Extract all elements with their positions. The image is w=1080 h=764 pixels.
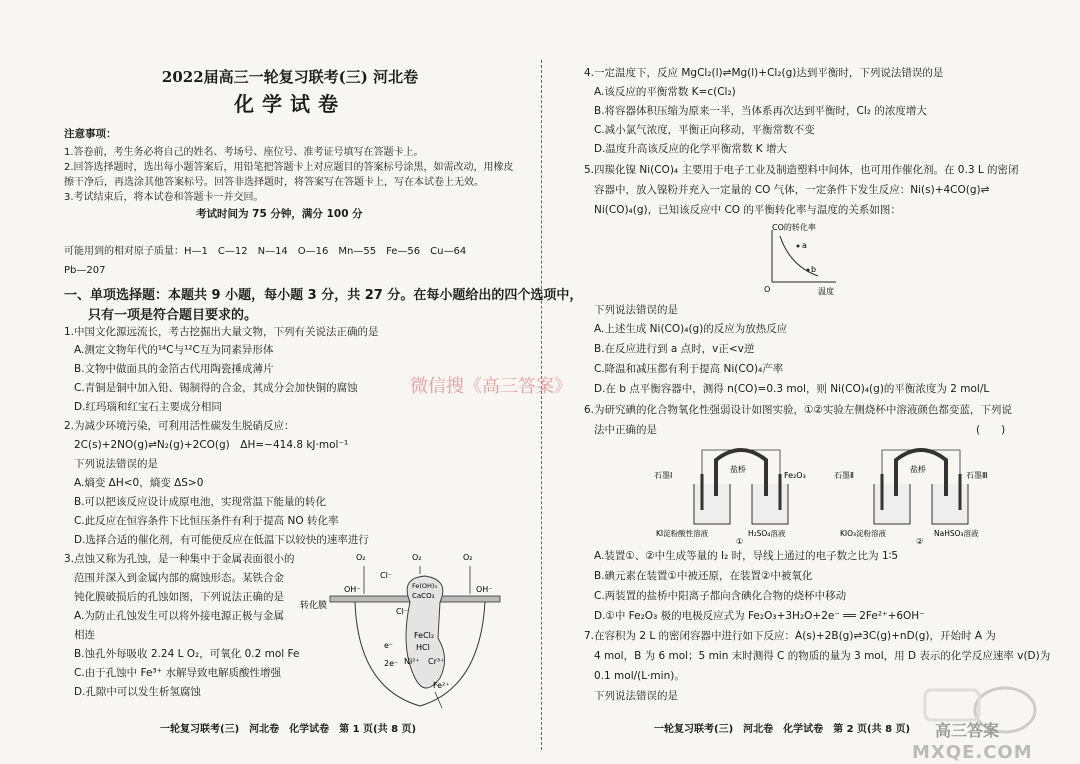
- q2-option-d: D.选择合适的催化剂，有可能使反应在低温下以较快的速率进行: [74, 534, 369, 546]
- exam-subtitle: 化学试卷: [234, 92, 346, 116]
- question-5-line2: 容器中，放入镍粉并充入一定量的 CO 气体，一定条件下发生反应：Ni(s)+4CO(g)⇌: [594, 184, 990, 196]
- fig6-label-saltbridge1: 盐桥: [730, 465, 746, 474]
- q2-option-a: A.熵变 ΔH<0，熵变 ΔS>0: [74, 477, 204, 489]
- q3-option-a-cont: 相连: [74, 629, 95, 641]
- cell2-beaker-right: [932, 484, 968, 524]
- fig3-label-hcl: HCl: [416, 643, 430, 652]
- footer-right: 一轮复习联考(三) 河北卷 化学试卷 第 2 页(共 8 页): [654, 724, 911, 735]
- watermark-text: 微信搜《高三答案》: [410, 376, 572, 397]
- cell2-beaker-left: [874, 484, 910, 524]
- q4-option-b: B.将容器体积压缩为原来一半，当体系再次达到平衡时，Cl₂ 的浓度增大: [594, 105, 927, 117]
- question-5-line3: Ni(CO)₄(g)，已知该反应中 CO 的平衡转化率与温度的关系如图：: [594, 204, 901, 216]
- question-7-line1: 7.在容积为 2 L 的密闭容器中进行如下反应：A(s)+2B(g)⇌3C(g)+nD(g)，开始时 A 为: [584, 630, 996, 642]
- question-2: 2.为减少环境污染，可利用活性碳发生脱硝反应：: [64, 420, 295, 432]
- q3-option-b: B.蚀孔外每吸收 2.24 L O₂，可氧化 0.2 mol Fe: [74, 648, 300, 660]
- q1-option-c: C.青铜是铜中加入铅、锡制得的合金，其成分会加快铜的腐蚀: [74, 382, 358, 394]
- fig6-label-cell1: ①: [736, 537, 744, 544]
- notice-1: 1.答卷前，考生务必将自己的姓名、考场号、座位号、准考证号填写在答题卡上。: [64, 147, 424, 158]
- fig6-label-saltbridge2: 盐桥: [910, 465, 926, 474]
- question-5-line1: 5.四羰化镍 Ni(CO)₄ 主要用于电子工业及制造塑料中间体，也可用作催化剂。在 0.3 L 的密闭: [584, 164, 1019, 176]
- fig3-label-o2-3: O₂: [463, 553, 473, 562]
- fig3-label-o2-2: O₂: [412, 553, 422, 562]
- cell1-beaker-left: [694, 484, 730, 524]
- q3-option-a: A.为防止孔蚀发生可以将外接电源正极与金属: [74, 610, 284, 622]
- q5-option-a: A.上述生成 Ni(CO)₄(g)的反应为放热反应: [594, 323, 788, 335]
- fig3-label-fe2: Fe²⁺: [433, 681, 450, 690]
- fig3-label-fecl2: FeCl₂: [414, 631, 435, 640]
- cell-2: [834, 450, 988, 544]
- fig3-label-ni: Ni²⁺: [404, 657, 420, 666]
- q1-option-d: D.红玛瑙和红宝石主要成分相同: [74, 401, 222, 413]
- q6-answer-paren: ( ): [976, 424, 1006, 436]
- question-7-line3: 0.1 mol/(L·min)。: [594, 670, 685, 682]
- fig3-label-2e: 2e⁻: [384, 659, 399, 668]
- q1-option-a: A.测定文物年代的¹⁴C与¹²C互为同素异形体: [74, 344, 274, 356]
- exam-title: 2022届高三一轮复习联考(三) 河北卷: [161, 68, 419, 86]
- q2-stem: 下列说法错误的是: [74, 458, 158, 470]
- notice-3: 3.考试结束后，将本试卷和答题卡一并交回。: [64, 192, 264, 203]
- q6-option-d: D.①中 Fe₂O₃ 极的电极反应式为 Fe₂O₃+3H₂O+2e⁻ ══ 2Fe²⁺+6OH⁻: [594, 610, 925, 622]
- q3-option-c: C.由于孔蚀中 Fe³⁺ 水解导致电解质酸性增强: [74, 667, 282, 679]
- fig3-label-feoh3: Fe(OH)₃: [412, 582, 438, 590]
- notice-title: 注意事项：: [64, 128, 117, 140]
- fig3-label-cr: Cr³⁺: [428, 657, 445, 666]
- fig3-label-oh-1: OH⁻: [344, 585, 361, 594]
- atomic-mass-line2: Pb—207: [64, 265, 106, 276]
- question-7-line2: 4 mol，B 为 6 mol；5 min 末时测得 C 的物质的量为 3 mol，用 D 表示的化学反应速率 v(D)为: [594, 650, 1051, 662]
- question-6-line2: 法中正确的是: [594, 424, 657, 436]
- fig6-label-kio3: KIO₃淀粉溶液: [840, 529, 887, 538]
- fig6-label-nahso3: NaHSO₃溶液: [934, 529, 979, 538]
- q5-option-c: C.降温和减压都有利于提高 Ni(CO)₄产率: [594, 363, 784, 375]
- fig5-label-b: b: [811, 265, 817, 274]
- right-page: [548, 0, 1080, 764]
- notice-2b: 擦干净后，再选涂其他答案标号。回答非选择题时，将答案写在答题卡上，写在本试卷上无效。: [64, 177, 484, 188]
- question-1: 1.中国文化源远流长，考古挖掘出大量文物，下列有关说法正确的是: [64, 326, 379, 338]
- section-heading: 一、单项选择题：本题共 9 小题，每小题 3 分，共 27 分。在每小题给出的四个选项中，: [64, 288, 583, 303]
- fig3-label-cl-1: Cl⁻: [380, 571, 393, 580]
- stamp-box: [925, 690, 979, 720]
- notice-2: 2.回答选择题时，选出每小题答案后，用铅笔把答题卡上对应题目的答案标号涂黑，如需改动，用橡皮: [64, 162, 514, 173]
- q4-option-d: D.温度升高该反应的化学平衡常数 K 增大: [594, 143, 787, 155]
- q5-option-d: D.在 b 点平衡容器中，测得 n(CO)=0.3 mol，则 Ni(CO)₄(g)的平衡浓度为 2 mol/L: [594, 383, 990, 395]
- fig6-label-graphite3: 石墨Ⅲ: [966, 471, 988, 480]
- fig6-label-ki-solution: KI淀粉酸性溶液: [656, 529, 709, 538]
- stamp-text: 高三答案: [935, 721, 1000, 740]
- fig5-ylabel: CO的转化率: [772, 223, 816, 232]
- fig5-origin: O: [764, 285, 771, 294]
- fig5-point-a: [797, 245, 800, 248]
- co-conversion-figure: [756, 222, 876, 298]
- q3-option-d: D.孔隙中可以发生析氢腐蚀: [74, 686, 201, 698]
- pitting-corrosion-figure: [300, 548, 505, 713]
- q4-option-c: C.减小氯气浓度，平衡正向移动，平衡常数不变: [594, 124, 815, 136]
- atomic-mass-line1: 可能用到的相对原子质量：H—1 C—12 N—14 O—16 Mn—55 Fe—56 Cu—64: [64, 246, 467, 257]
- fig3-label-film: 转化膜: [300, 601, 328, 611]
- question-3-line2: 范围并深入到金属内部的腐蚀形态。某铁合金: [74, 572, 284, 584]
- fig5-point-b: [807, 269, 810, 272]
- fig6-label-fe2o3: Fe₂O₃: [784, 471, 806, 480]
- q6-option-a: A.装置①、②中生成等量的 I₂ 时，导线上通过的电子数之比为 1∶5: [594, 550, 899, 562]
- section-heading-2: 只有一项是符合题目要求的。: [88, 308, 258, 323]
- q2-option-b: B.可以把该反应设计成原电池，实现常温下能量的转化: [74, 496, 327, 508]
- cell1-beaker-right: [752, 484, 788, 524]
- fig5-label-a: a: [802, 241, 807, 250]
- q5-stem: 下列说法错误的是: [594, 304, 678, 316]
- fig6-label-cell2: ②: [916, 537, 924, 544]
- fig5-xlabel: 温度: [818, 287, 834, 296]
- q7-stem: 下列说法错误的是: [594, 690, 678, 702]
- fig6-label-h2so4: H₂SO₄溶液: [748, 529, 786, 538]
- fig3-label-e: e⁻: [384, 641, 394, 650]
- q6-option-c: C.两装置的盐桥中阳离子都向含碘化合物的烧杯中移动: [594, 590, 847, 602]
- question-4: 4.一定温度下，反应 MgCl₂(l)⇌Mg(l)+Cl₂(g)达到平衡时，下列说法错误的是: [584, 67, 944, 79]
- exam-time: 考试时间为 75 分钟，满分 100 分: [196, 208, 363, 220]
- q1-option-b: B.文物中做面具的金箔古代用陶瓷捶成薄片: [74, 363, 274, 375]
- question-3-line1: 3.点蚀又称为孔蚀，是一种集中于金属表面很小的: [64, 553, 295, 565]
- fig3-label-cl-2: Cl⁻: [396, 607, 409, 616]
- fig3-label-caco3: CaCO₃: [412, 592, 435, 600]
- q2-option-c: C.此反应在恒容条件下比恒压条件有利于提高 NO 转化率: [74, 515, 339, 527]
- fig6-label-graphite1: 石墨Ⅰ: [654, 471, 673, 480]
- cell-1: [654, 450, 806, 544]
- footer-left: 一轮复习联考(三) 河北卷 化学试卷 第 1 页(共 8 页): [160, 724, 417, 735]
- page-divider: [541, 60, 542, 750]
- electrochemical-cells-figure: [644, 440, 1024, 544]
- fig3-label-o2-1: O₂: [356, 553, 366, 562]
- q6-option-b: B.碘元素在装置①中被还原，在装置②中被氧化: [594, 570, 813, 582]
- stamp-url: MXQE.COM: [912, 742, 1033, 763]
- q5-option-b: B.在反应进行到 a 点时，v正<v逆: [594, 343, 755, 355]
- question-6-line1: 6.为研究碘的化合物氧化性强弱设计如图实验，①②实验左侧烧杯中溶液颜色都变蓝，下列说: [584, 404, 1012, 416]
- fig6-label-graphite2: 石墨Ⅱ: [834, 471, 854, 480]
- q2-equation: 2C(s)+2NO(g)⇌N₂(g)+2CO(g) ΔH=−414.8 kJ·mol⁻¹: [74, 439, 349, 451]
- question-3-line3: 钝化膜破损后的孔蚀如图，下列说法正确的是: [74, 591, 284, 603]
- q4-option-a: A.该反应的平衡常数 K=c(Cl₂): [594, 86, 736, 98]
- fig3-label-oh-2: OH⁻: [476, 585, 493, 594]
